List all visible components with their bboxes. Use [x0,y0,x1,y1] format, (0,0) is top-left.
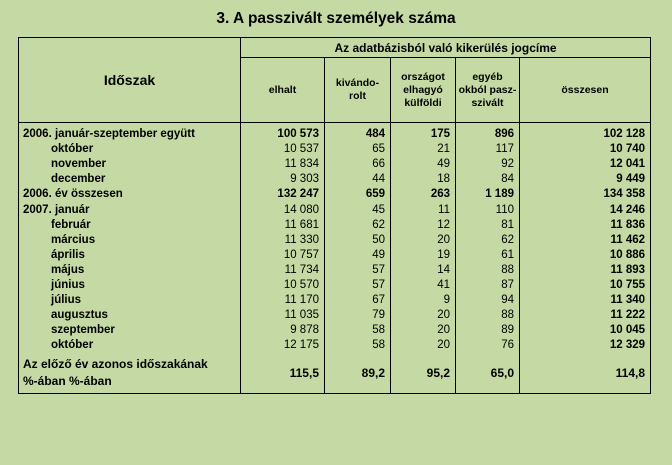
reason-group-header: Az adatbázisból való kikerülés jogcíme [241,38,651,58]
table-cell: 11 734 [241,263,325,278]
column-header-line: okból pasz- [458,83,517,96]
comparison-cell: 114,8 [520,353,651,394]
table-cell: 134 358 [520,187,651,202]
comparison-cell: 95,2 [391,353,456,394]
table-row [19,248,651,263]
table-row [19,172,651,187]
table-cell: 92 [456,157,520,172]
table-cell: 19 [391,248,456,263]
column-header-line: elhagyó [403,83,443,96]
table-cell: 110 [456,202,520,217]
column-header [520,58,651,123]
table-cell: 87 [456,278,520,293]
table-row [19,142,651,157]
comparison-cell: 65,0 [456,353,520,394]
table-cell: 11 834 [241,157,325,172]
row-label: november [19,157,241,172]
row-label: október [19,338,241,353]
column-header [325,58,391,123]
table-cell: 18 [391,172,456,187]
table-cell: 11 170 [241,293,325,308]
table-cell: 20 [391,323,456,338]
column-header-line: kivándo- [335,77,380,89]
table-cell: 100 573 [241,123,325,143]
table-cell: 132 247 [241,187,325,202]
table-cell: 76 [456,338,520,353]
comparison-label [19,353,241,394]
comparison-cell: 89,2 [325,353,391,394]
table-cell: 12 329 [520,338,651,353]
table-cell: 21 [391,142,456,157]
comparison-label-line: %-ában %-ában [23,374,112,389]
table-cell: 14 080 [241,202,325,217]
table-cell: 57 [325,278,391,293]
table-cell: 88 [456,308,520,323]
table-row [19,157,651,172]
table-cell: 896 [456,123,520,143]
table-cell: 102 128 [520,123,651,143]
table-cell: 94 [456,293,520,308]
table-cell: 49 [391,157,456,172]
table-cell: 20 [391,308,456,323]
table-cell: 484 [325,123,391,143]
table-cell: 62 [325,218,391,233]
table-row [19,308,651,323]
table-cell: 9 303 [241,172,325,187]
table-row [19,218,651,233]
table-cell: 175 [391,123,456,143]
row-label: október [19,142,241,157]
table-cell: 12 [391,218,456,233]
table-cell: 11 330 [241,233,325,248]
table-cell: 20 [391,338,456,353]
column-header-line: egyéb [472,70,503,83]
column-header-line: külföldi [404,96,442,109]
row-label: szeptember [19,323,241,338]
table-cell: 49 [325,248,391,263]
table-row [19,338,651,353]
table-cell: 9 878 [241,323,325,338]
period-header: Időszak [19,38,241,123]
row-label: május [19,263,241,278]
table-cell: 10 537 [241,142,325,157]
table-cell: 11 893 [520,263,651,278]
column-header-line: szivált [471,96,504,109]
row-label: június [19,278,241,293]
table-cell: 20 [391,233,456,248]
table-cell: 12 041 [520,157,651,172]
table-cell: 263 [391,187,456,202]
table-row [19,278,651,293]
table-row [19,323,651,338]
table-cell: 10 886 [520,248,651,263]
table-cell: 10 570 [241,278,325,293]
column-header-line: összesen [561,83,609,96]
table-cell: 58 [325,338,391,353]
column-header-line: elhalt [268,83,297,96]
table-row [19,233,651,248]
table-cell: 66 [325,157,391,172]
column-header-line: rolt [349,90,366,102]
table-cell: 11 222 [520,308,651,323]
data-table [18,37,651,394]
table-cell: 11 [391,202,456,217]
table-cell: 10 045 [520,323,651,338]
row-label: 2006. január-szeptember együtt [19,123,241,143]
table-cell: 89 [456,323,520,338]
table-row [19,293,651,308]
table-cell: 10 740 [520,142,651,157]
table-cell: 12 175 [241,338,325,353]
row-label: április [19,248,241,263]
row-label: július [19,293,241,308]
column-header [391,58,456,123]
table-cell: 84 [456,172,520,187]
comparison-label-line: Az előző év azonos időszakának [23,357,208,372]
table-cell: 1 189 [456,187,520,202]
table-cell: 41 [391,278,456,293]
table-row [19,123,651,143]
table-cell: 65 [325,142,391,157]
table-row [19,187,651,202]
table-cell: 10 755 [520,278,651,293]
table-row [19,263,651,278]
table-cell: 14 [391,263,456,278]
table-cell: 9 449 [520,172,651,187]
table-cell: 9 [391,293,456,308]
comparison-cell: 115,5 [241,353,325,394]
table-cell: 67 [325,293,391,308]
table-cell: 11 462 [520,233,651,248]
table-cell: 117 [456,142,520,157]
table-cell: 58 [325,323,391,338]
column-header-line: országot [401,70,445,83]
table-cell: 44 [325,172,391,187]
row-label: 2007. január [19,202,241,217]
table-cell: 45 [325,202,391,217]
table-cell: 659 [325,187,391,202]
table-cell: 81 [456,218,520,233]
table-cell: 11 035 [241,308,325,323]
table-cell: 14 246 [520,202,651,217]
row-label: február [19,218,241,233]
table-cell: 50 [325,233,391,248]
column-header [456,58,520,123]
comparison-row [19,353,651,394]
table-cell: 88 [456,263,520,278]
row-label: március [19,233,241,248]
table-cell: 10 757 [241,248,325,263]
row-label: augusztus [19,308,241,323]
table-cell: 62 [456,233,520,248]
table-cell: 11 681 [241,218,325,233]
row-label: december [19,172,241,187]
table-title: 3. A passzivált személyek száma [216,10,456,27]
table-cell: 57 [325,263,391,278]
table-cell: 11 836 [520,218,651,233]
column-header [241,58,325,123]
row-label: 2006. év összesen [19,187,241,202]
table-cell: 61 [456,248,520,263]
table-cell: 11 340 [520,293,651,308]
table-cell: 79 [325,308,391,323]
table-row [19,202,651,217]
